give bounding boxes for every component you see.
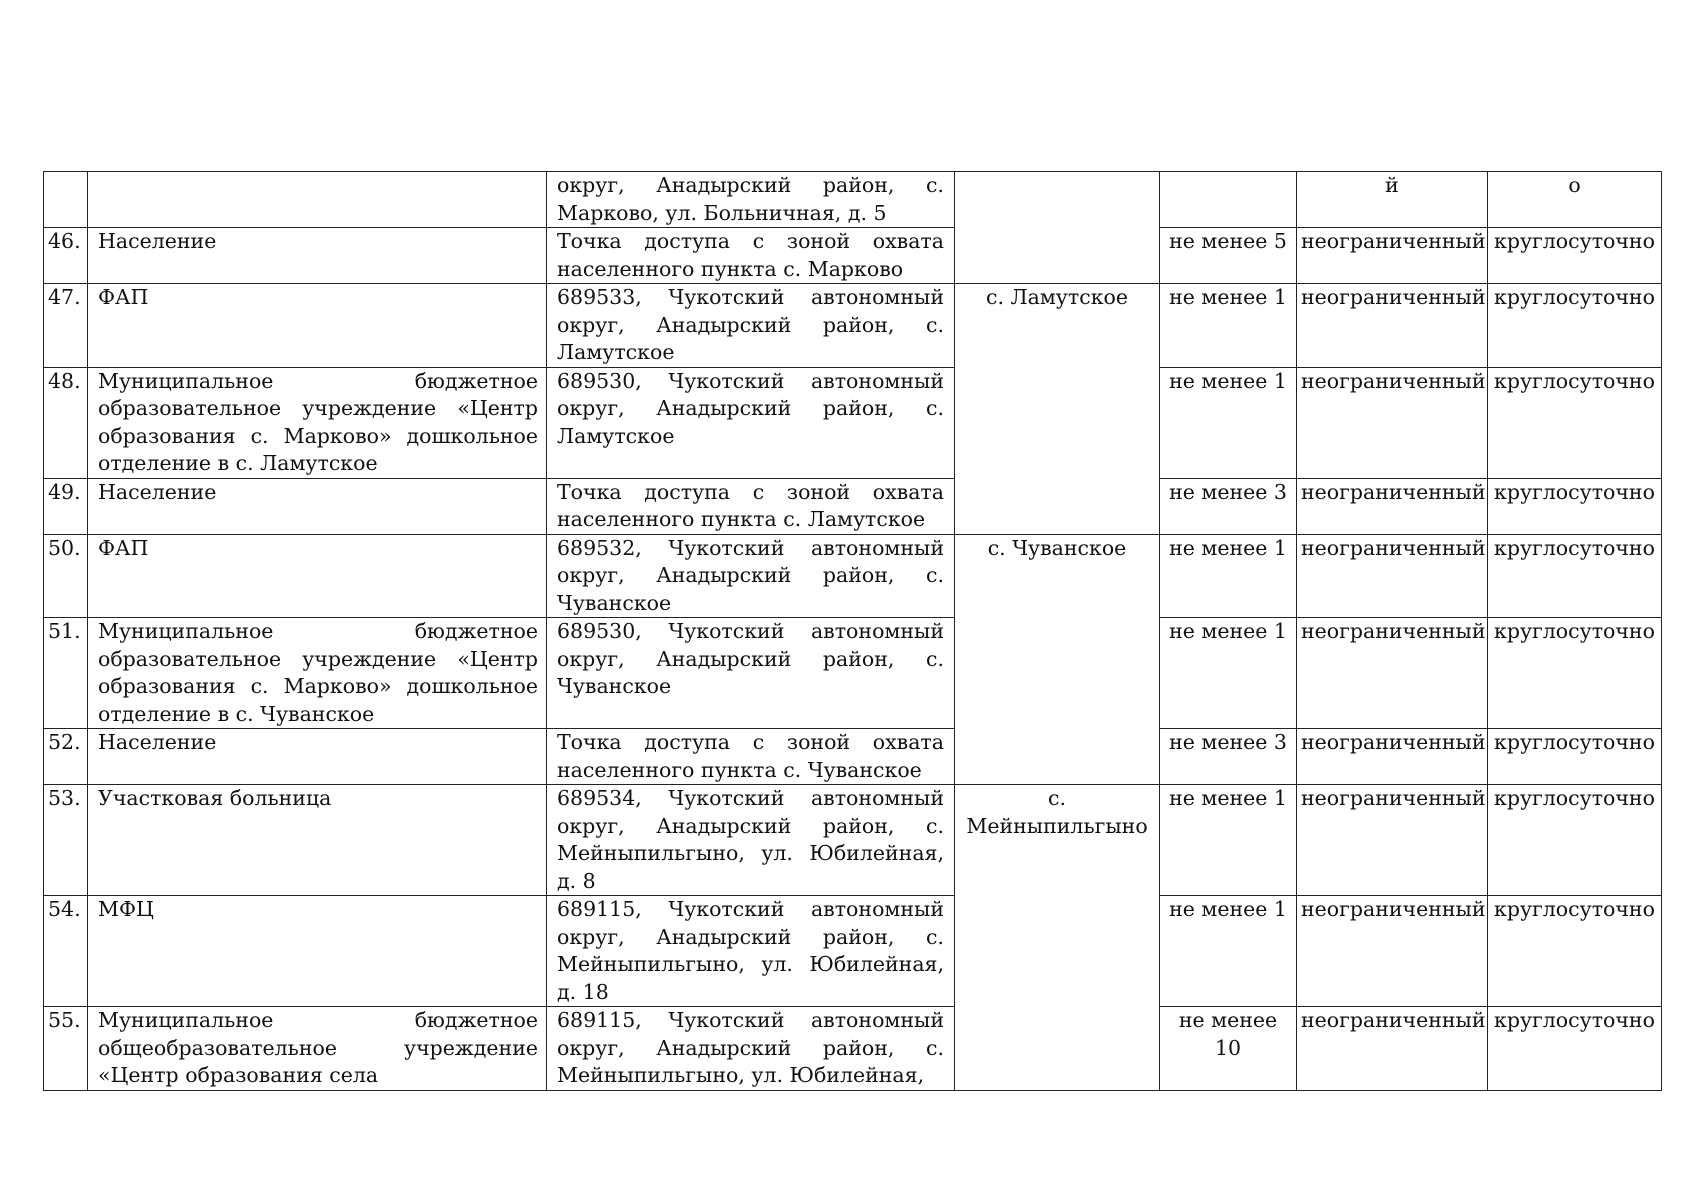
hours-cell: круглосуточно [1488,478,1662,534]
table-row [44,478,1662,534]
quantity-cell: не менее 5 [1160,228,1297,284]
facility-address: округ, Анадырский район, с. Марково, ул. Больничная, д. 5 [547,172,955,228]
facility-name: Население [88,729,547,785]
facility-name: ФАП [88,284,547,368]
quantity-cell: не менее 1 [1160,785,1297,896]
facility-address: 689534, Чукотский автономный округ, Анадырский район, с. Мейныпильгыно, ул. Юбилейная, д. 8 [547,785,955,896]
facility-address: Точка доступа с зоной охвата населенного пункта с. Чуванское [547,729,955,785]
facility-name: МФЦ [88,896,547,1007]
settlement-cell [955,172,1160,284]
quantity-cell: не менее 1 [1160,896,1297,1007]
settlement-cell: с. Мейныпильгыно [955,785,1160,1091]
hours-cell: круглосуточно [1488,284,1662,368]
row-number: 52. [44,729,88,785]
table-row [44,896,1662,1007]
hours-cell: о [1488,172,1662,228]
hours-cell: круглосуточно [1488,534,1662,618]
facility-name: Население [88,478,547,534]
hours-cell: круглосуточно [1488,228,1662,284]
row-number: 49. [44,478,88,534]
table-row [44,729,1662,785]
access-cell: неограниченный [1297,534,1488,618]
hours-cell: круглосуточно [1488,367,1662,478]
facility-address: 689530, Чукотский автономный округ, Анадырский район, с. Ламутское [547,367,955,478]
facility-address: 689115, Чукотский автономный округ, Анадырский район, с. Мейныпильгыно, ул. Юбилейная, [547,1007,955,1091]
quantity-cell: не менее 3 [1160,478,1297,534]
facility-address: 689533, Чукотский автономный округ, Анадырский район, с. Ламутское [547,284,955,368]
hours-cell: круглосуточно [1488,896,1662,1007]
facility-address: 689115, Чукотский автономный округ, Анадырский район, с. Мейныпильгыно, ул. Юбилейная, д. 18 [547,896,955,1007]
access-cell: неограниченный [1297,367,1488,478]
settlements-access-table [43,171,1662,1091]
row-number: 54. [44,896,88,1007]
access-cell: неограниченный [1297,729,1488,785]
access-cell: неограниченный [1297,896,1488,1007]
table-row [44,534,1662,618]
row-number: 51. [44,618,88,729]
row-number: 55. [44,1007,88,1091]
access-cell: неограниченный [1297,284,1488,368]
hours-cell: круглосуточно [1488,618,1662,729]
access-cell: й [1297,172,1488,228]
table-row [44,284,1662,368]
facility-address: 689532, Чукотский автономный округ, Анадырский район, с. Чуванское [547,534,955,618]
hours-cell: круглосуточно [1488,785,1662,896]
access-cell: неограниченный [1297,228,1488,284]
quantity-cell [1160,172,1297,228]
settlement-cell: с. Чуванское [955,534,1160,785]
table-row [44,1007,1662,1091]
table-row [44,618,1662,729]
hours-cell: круглосуточно [1488,729,1662,785]
table-row [44,228,1662,284]
access-cell: неограниченный [1297,478,1488,534]
facility-name [88,172,547,228]
quantity-cell: не менее 1 [1160,534,1297,618]
facility-address: Точка доступа с зоной охвата населенного пункта с. Марково [547,228,955,284]
row-number: 47. [44,284,88,368]
quantity-cell: не менее 1 [1160,367,1297,478]
quantity-cell: не менее 10 [1160,1007,1297,1091]
row-number [44,172,88,228]
table-row [44,367,1662,478]
quantity-cell: не менее 3 [1160,729,1297,785]
access-cell: неограниченный [1297,1007,1488,1091]
access-cell: неограниченный [1297,618,1488,729]
facility-name: Муниципальное бюджетное образовательное учреждение «Центр образования с. Марково» дошкольное отделение в с. Чуванское [88,618,547,729]
row-number: 50. [44,534,88,618]
access-cell: неограниченный [1297,785,1488,896]
facility-name: ФАП [88,534,547,618]
row-number: 53. [44,785,88,896]
facility-name: Муниципальное бюджетное образовательное учреждение «Центр образования с. Марково» дошкольное отделение в с. Ламутское [88,367,547,478]
row-number: 46. [44,228,88,284]
facility-name: Участковая больница [88,785,547,896]
quantity-cell: не менее 1 [1160,618,1297,729]
quantity-cell: не менее 1 [1160,284,1297,368]
row-number: 48. [44,367,88,478]
table-row [44,172,1662,228]
facility-address: 689530, Чукотский автономный округ, Анадырский район, с. Чуванское [547,618,955,729]
settlement-cell: с. Ламутское [955,284,1160,535]
facility-name: Муниципальное бюджетное общеобразовательное учреждение «Центр образования села [88,1007,547,1091]
table-row [44,785,1662,896]
facility-address: Точка доступа с зоной охвата населенного пункта с. Ламутское [547,478,955,534]
facility-name: Население [88,228,547,284]
hours-cell: круглосуточно [1488,1007,1662,1091]
